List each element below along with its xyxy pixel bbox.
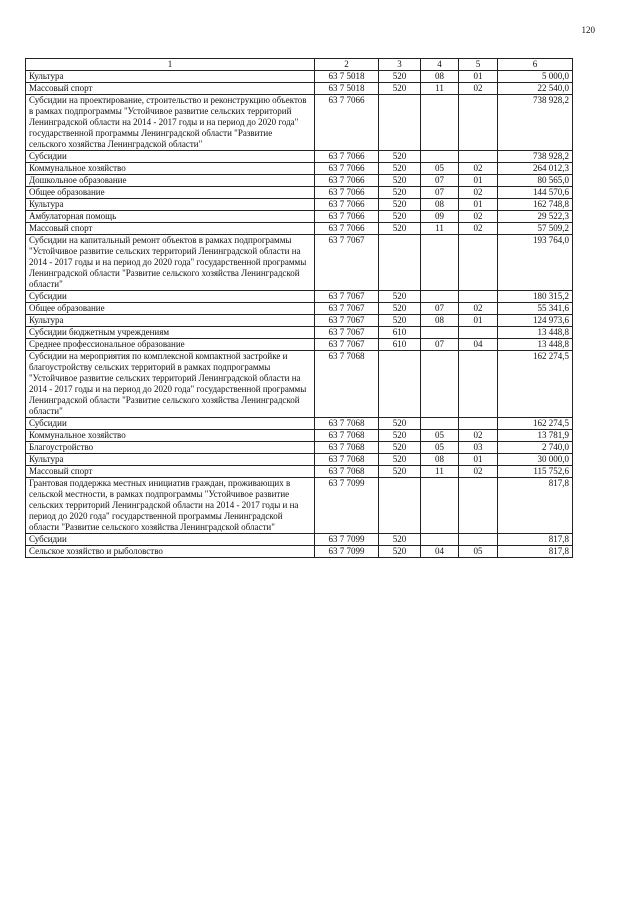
cell-expense-type: 520 <box>379 454 421 466</box>
cell-name: Массовый спорт <box>26 466 315 478</box>
cell-expense-type: 520 <box>379 303 421 315</box>
table-row <box>26 151 573 163</box>
budget-table-body <box>26 59 573 558</box>
cell-target-article: 63 7 7067 <box>315 303 379 315</box>
cell-subsection <box>459 351 498 418</box>
cell-target-article: 63 7 5018 <box>315 83 379 95</box>
cell-name: Общее образование <box>26 187 315 199</box>
table-row <box>26 291 573 303</box>
cell-expense-type: 520 <box>379 199 421 211</box>
cell-section: 04 <box>421 546 459 558</box>
cell-target-article: 63 7 7066 <box>315 95 379 151</box>
cell-sum: 738 928,2 <box>498 151 573 163</box>
cell-name: Культура <box>26 199 315 211</box>
page-number: 120 <box>581 25 595 35</box>
cell-target-article: 63 7 7067 <box>315 339 379 351</box>
cell-subsection <box>459 418 498 430</box>
cell-expense-type: 520 <box>379 187 421 199</box>
cell-target-article: 63 7 7068 <box>315 430 379 442</box>
header-cell-csr: 2 <box>315 59 379 71</box>
cell-section: 08 <box>421 199 459 211</box>
cell-target-article: 63 7 7099 <box>315 546 379 558</box>
cell-section: 05 <box>421 430 459 442</box>
cell-name: Дошкольное образование <box>26 175 315 187</box>
cell-section: 07 <box>421 303 459 315</box>
header-cell-name: 1 <box>26 59 315 71</box>
cell-subsection: 02 <box>459 163 498 175</box>
cell-expense-type: 520 <box>379 291 421 303</box>
cell-sum: 13 448,8 <box>498 339 573 351</box>
cell-name: Субсидии <box>26 418 315 430</box>
cell-sum: 738 928,2 <box>498 95 573 151</box>
cell-name: Культура <box>26 315 315 327</box>
cell-subsection: 02 <box>459 187 498 199</box>
cell-expense-type: 520 <box>379 315 421 327</box>
cell-expense-type: 520 <box>379 546 421 558</box>
table-row <box>26 303 573 315</box>
cell-subsection: 03 <box>459 442 498 454</box>
cell-sum: 264 012,3 <box>498 163 573 175</box>
cell-name: Субсидии на проектирование, строительство и реконструкцию объектов в рамках подпрограммы "Устойчивое развитие сельских территорий Ленинградской области на 2014 - 2017 годы и на период до 2020 года" государственной программы Ленинградской области "Развитие сельского хозяйства Ленинградской области" <box>26 95 315 151</box>
cell-expense-type: 520 <box>379 223 421 235</box>
cell-sum: 124 973,6 <box>498 315 573 327</box>
cell-sum: 817,8 <box>498 534 573 546</box>
cell-subsection <box>459 478 498 534</box>
cell-name: Субсидии <box>26 291 315 303</box>
cell-target-article: 63 7 7068 <box>315 351 379 418</box>
cell-subsection: 02 <box>459 211 498 223</box>
cell-target-article: 63 7 5018 <box>315 71 379 83</box>
cell-section <box>421 291 459 303</box>
table-row <box>26 163 573 175</box>
cell-subsection <box>459 95 498 151</box>
cell-sum: 193 764,0 <box>498 235 573 291</box>
table-row <box>26 83 573 95</box>
cell-expense-type: 520 <box>379 430 421 442</box>
cell-section <box>421 534 459 546</box>
cell-name: Коммунальное хозяйство <box>26 163 315 175</box>
cell-target-article: 63 7 7099 <box>315 478 379 534</box>
table-row <box>26 339 573 351</box>
cell-sum: 162 748,8 <box>498 199 573 211</box>
table-row <box>26 418 573 430</box>
cell-expense-type: 610 <box>379 327 421 339</box>
table-row <box>26 466 573 478</box>
cell-subsection: 01 <box>459 454 498 466</box>
cell-section <box>421 235 459 291</box>
cell-sum: 115 752,6 <box>498 466 573 478</box>
cell-name: Благоустройство <box>26 442 315 454</box>
cell-name: Субсидии <box>26 534 315 546</box>
table-row <box>26 235 573 291</box>
header-cell-vr: 3 <box>379 59 421 71</box>
cell-section <box>421 327 459 339</box>
cell-sum: 817,8 <box>498 478 573 534</box>
cell-section: 07 <box>421 175 459 187</box>
cell-subsection: 04 <box>459 339 498 351</box>
cell-expense-type: 520 <box>379 466 421 478</box>
cell-subsection: 02 <box>459 223 498 235</box>
table-row <box>26 187 573 199</box>
cell-sum: 817,8 <box>498 546 573 558</box>
cell-expense-type: 520 <box>379 71 421 83</box>
cell-name: Сельское хозяйство и рыболовство <box>26 546 315 558</box>
cell-subsection <box>459 327 498 339</box>
cell-section: 09 <box>421 211 459 223</box>
cell-expense-type <box>379 95 421 151</box>
cell-target-article: 63 7 7067 <box>315 291 379 303</box>
cell-section <box>421 478 459 534</box>
cell-name: Среднее профессиональное образование <box>26 339 315 351</box>
table-row <box>26 351 573 418</box>
cell-sum: 13 448,8 <box>498 327 573 339</box>
cell-name: Грантовая поддержка местных инициатив граждан, проживающих в сельской местности, в рамках подпрограммы "Устойчивое развитие сельских территорий Ленинградской области на 2014 - 2017 годы и на период до 2020 года" государственной программы Ленинградской области "Развитие сельского хозяйства Ленинградской области" <box>26 478 315 534</box>
table-row <box>26 315 573 327</box>
cell-subsection: 02 <box>459 83 498 95</box>
cell-expense-type: 520 <box>379 534 421 546</box>
cell-name: Субсидии <box>26 151 315 163</box>
cell-target-article: 63 7 7067 <box>315 315 379 327</box>
cell-section: 11 <box>421 466 459 478</box>
cell-sum: 162 274,5 <box>498 418 573 430</box>
table-row <box>26 442 573 454</box>
cell-subsection: 02 <box>459 466 498 478</box>
cell-expense-type: 520 <box>379 418 421 430</box>
cell-name: Культура <box>26 454 315 466</box>
cell-name: Субсидии бюджетным учреждениям <box>26 327 315 339</box>
cell-target-article: 63 7 7066 <box>315 151 379 163</box>
table-row <box>26 95 573 151</box>
cell-expense-type: 610 <box>379 339 421 351</box>
cell-section: 11 <box>421 223 459 235</box>
header-cell-rz: 4 <box>421 59 459 71</box>
cell-sum: 162 274,5 <box>498 351 573 418</box>
cell-subsection: 02 <box>459 430 498 442</box>
cell-name: Массовый спорт <box>26 83 315 95</box>
cell-target-article: 63 7 7066 <box>315 211 379 223</box>
table-row <box>26 454 573 466</box>
cell-name: Культура <box>26 71 315 83</box>
budget-table <box>25 58 573 558</box>
cell-expense-type: 520 <box>379 211 421 223</box>
cell-target-article: 63 7 7067 <box>315 327 379 339</box>
cell-target-article: 63 7 7066 <box>315 175 379 187</box>
cell-name: Субсидии на капитальный ремонт объектов в рамках подпрограммы "Устойчивое развитие сельских территорий Ленинградской области на 2014 - 2017 годы и на период до 2020 года" государственной программы Ленинградской области "Развитие сельского хозяйства Ленинградской области" <box>26 235 315 291</box>
cell-subsection: 01 <box>459 315 498 327</box>
cell-section <box>421 151 459 163</box>
cell-expense-type: 520 <box>379 151 421 163</box>
cell-section <box>421 418 459 430</box>
cell-subsection: 01 <box>459 175 498 187</box>
cell-subsection: 05 <box>459 546 498 558</box>
header-cell-pr: 5 <box>459 59 498 71</box>
cell-expense-type <box>379 235 421 291</box>
cell-sum: 22 540,0 <box>498 83 573 95</box>
cell-sum: 80 565,0 <box>498 175 573 187</box>
cell-expense-type: 520 <box>379 83 421 95</box>
table-row <box>26 534 573 546</box>
cell-section: 11 <box>421 83 459 95</box>
cell-target-article: 63 7 7066 <box>315 223 379 235</box>
cell-sum: 29 522,3 <box>498 211 573 223</box>
cell-target-article: 63 7 7068 <box>315 418 379 430</box>
table-row <box>26 71 573 83</box>
cell-subsection <box>459 291 498 303</box>
cell-sum: 144 570,6 <box>498 187 573 199</box>
cell-name: Субсидии на мероприятия по комплексной компактной застройке и благоустройству сельских территорий в рамках подпрограммы "Устойчивое развитие сельских территорий Ленинградской области на 2014 - 2017 годы и на период до 2020 года" государственной программы Ленинградской области "Развитие сельского хозяйства Ленинградской области" <box>26 351 315 418</box>
cell-sum: 180 315,2 <box>498 291 573 303</box>
cell-expense-type: 520 <box>379 175 421 187</box>
table-row <box>26 430 573 442</box>
cell-name: Амбулаторная помощь <box>26 211 315 223</box>
cell-expense-type <box>379 351 421 418</box>
cell-sum: 55 341,6 <box>498 303 573 315</box>
cell-section: 08 <box>421 454 459 466</box>
cell-name: Коммунальное хозяйство <box>26 430 315 442</box>
cell-section <box>421 95 459 151</box>
cell-section: 05 <box>421 442 459 454</box>
cell-target-article: 63 7 7066 <box>315 163 379 175</box>
table-row <box>26 175 573 187</box>
cell-expense-type: 520 <box>379 163 421 175</box>
cell-subsection: 01 <box>459 71 498 83</box>
cell-name: Общее образование <box>26 303 315 315</box>
cell-section: 08 <box>421 71 459 83</box>
cell-section: 05 <box>421 163 459 175</box>
table-row <box>26 211 573 223</box>
cell-sum: 2 740,0 <box>498 442 573 454</box>
cell-target-article: 63 7 7066 <box>315 199 379 211</box>
cell-expense-type <box>379 478 421 534</box>
cell-subsection <box>459 151 498 163</box>
table-row <box>26 223 573 235</box>
cell-target-article: 63 7 7099 <box>315 534 379 546</box>
cell-target-article: 63 7 7068 <box>315 454 379 466</box>
cell-section: 07 <box>421 339 459 351</box>
cell-name: Массовый спорт <box>26 223 315 235</box>
header-row <box>26 59 573 71</box>
table-row <box>26 546 573 558</box>
cell-target-article: 63 7 7068 <box>315 466 379 478</box>
table-row <box>26 478 573 534</box>
cell-sum: 5 000,0 <box>498 71 573 83</box>
cell-sum: 13 781,9 <box>498 430 573 442</box>
cell-expense-type: 520 <box>379 442 421 454</box>
cell-section: 08 <box>421 315 459 327</box>
cell-subsection <box>459 235 498 291</box>
cell-sum: 57 509,2 <box>498 223 573 235</box>
cell-target-article: 63 7 7067 <box>315 235 379 291</box>
cell-subsection <box>459 534 498 546</box>
header-cell-sum: 6 <box>498 59 573 71</box>
cell-sum: 30 000,0 <box>498 454 573 466</box>
cell-subsection: 02 <box>459 303 498 315</box>
table-row <box>26 327 573 339</box>
cell-section: 07 <box>421 187 459 199</box>
cell-subsection: 01 <box>459 199 498 211</box>
table-row <box>26 199 573 211</box>
cell-target-article: 63 7 7066 <box>315 187 379 199</box>
cell-section <box>421 351 459 418</box>
cell-target-article: 63 7 7068 <box>315 442 379 454</box>
